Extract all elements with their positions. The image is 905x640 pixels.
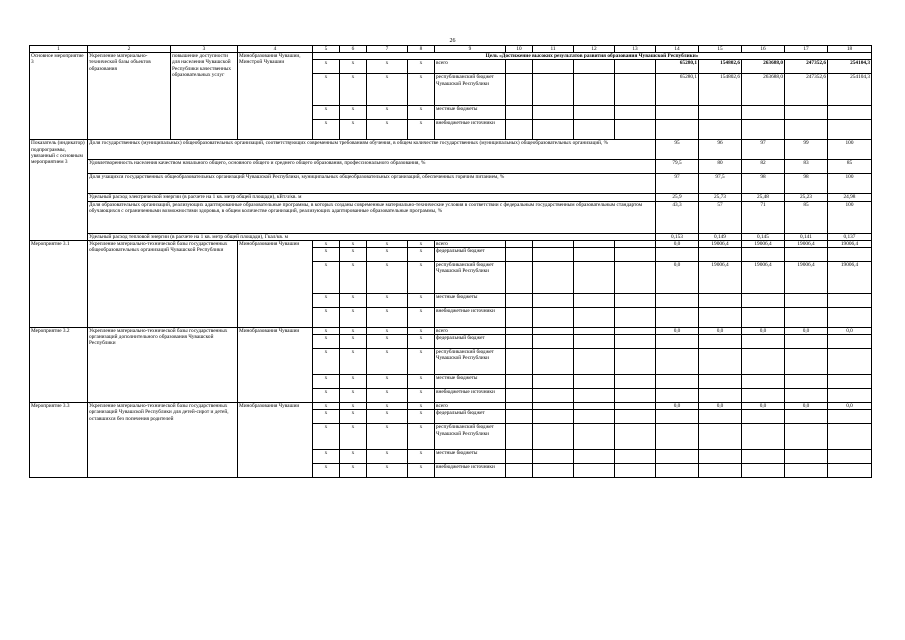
indicator-value: 97 xyxy=(656,174,699,194)
value-cell: 263688,0 xyxy=(742,74,785,106)
code-cell: x xyxy=(408,262,435,294)
source-cell: внебюджетные источники xyxy=(435,464,506,478)
code-cell: x xyxy=(340,120,367,140)
code-cell: x xyxy=(367,240,408,247)
indicator-row xyxy=(30,160,872,174)
measure-name: Укрепление материально-технической базы государственных организаций Чувашской Республики для детей-сирот и детей, оставшихся без попечения родителей xyxy=(88,403,238,478)
value-cell: 65280,1 xyxy=(656,60,699,74)
source-cell: республиканский бюджет Чувашской Республики xyxy=(435,349,506,375)
code-cell: x xyxy=(408,106,435,120)
code-cell: x xyxy=(367,389,408,403)
source-cell: внебюджетные источники xyxy=(435,389,506,403)
code-cell: x xyxy=(313,106,340,120)
indicator-value: 24,98 xyxy=(828,194,872,201)
code-cell: x xyxy=(367,403,408,410)
indicator-value: 96 xyxy=(699,140,742,160)
col-header: 8 xyxy=(408,46,435,53)
measure-name: Укрепление материально-технической базы объектов образования xyxy=(88,53,171,140)
indicator-value: 85 xyxy=(828,160,872,174)
indicator-value: 98 xyxy=(742,174,785,194)
source-cell: местные бюджеты xyxy=(435,375,506,389)
source-cell: местные бюджеты xyxy=(435,106,506,120)
value-cell: 19006,4 xyxy=(785,262,828,294)
row-label: Мероприятие 3.3 xyxy=(30,403,88,478)
table-row xyxy=(30,240,872,247)
indicator-value: 99 xyxy=(785,140,828,160)
source-cell: республиканский бюджет Чувашской Республики xyxy=(435,262,506,294)
code-cell: x xyxy=(313,349,340,375)
source-cell: республиканский бюджет Чувашской Республики xyxy=(435,424,506,450)
col-header: 2 xyxy=(88,46,171,53)
indicator-text: Удовлетворенность населения качеством начального общего, основного общего и среднего общего образования, профессионального образования, % xyxy=(88,160,656,174)
indicator-value: 0,137 xyxy=(828,233,872,240)
code-cell: x xyxy=(313,410,340,424)
code-cell: x xyxy=(313,240,340,247)
value-cell: 0,0 xyxy=(828,403,872,410)
col-header: 12 xyxy=(574,46,615,53)
value-cell: 254104,3 xyxy=(828,74,872,106)
col-header: 7 xyxy=(367,46,408,53)
indicator-value: 100 xyxy=(828,201,872,233)
code-cell: x xyxy=(313,308,340,328)
indicator-value: 25,23 xyxy=(785,194,828,201)
source-cell: всего xyxy=(435,403,506,410)
value-cell: 254104,3 xyxy=(828,60,872,74)
indicator-value: 43,3 xyxy=(656,201,699,233)
code-cell: x xyxy=(367,308,408,328)
col-header: 4 xyxy=(238,46,313,53)
source-cell: федеральный бюджет xyxy=(435,410,506,424)
value-cell: 247352,6 xyxy=(785,74,828,106)
col-header: 3 xyxy=(171,46,238,53)
indicator-value: 97 xyxy=(742,140,785,160)
col-header: 15 xyxy=(699,46,742,53)
source-cell: внебюджетные источники xyxy=(435,120,506,140)
indicator-label: Показатель (индикатор) подпрограммы, увязанный с основным мероприятием 3 xyxy=(30,140,88,240)
code-cell: x xyxy=(340,424,367,450)
indicator-value: 57 xyxy=(699,201,742,233)
code-cell: x xyxy=(367,450,408,464)
code-cell: x xyxy=(340,349,367,375)
row-label: Мероприятие 3.2 xyxy=(30,328,88,403)
source-cell: местные бюджеты xyxy=(435,450,506,464)
table-row xyxy=(30,328,872,335)
indicator-value: 83 xyxy=(785,160,828,174)
indicator-text: Удельный расход электрической энергии (в расчете на 1 кв. метр общей площади), кВт.ч/кв. м xyxy=(88,194,656,201)
indicator-row xyxy=(30,194,872,201)
col-header: 10 xyxy=(506,46,533,53)
col-header: 17 xyxy=(785,46,828,53)
code-cell: x xyxy=(367,60,408,74)
indicator-row xyxy=(30,174,872,194)
code-cell: x xyxy=(408,450,435,464)
source-cell: всего xyxy=(435,240,506,247)
value-cell: 19006,4 xyxy=(742,240,785,247)
code-cell: x xyxy=(408,308,435,328)
code-cell: x xyxy=(313,335,340,349)
source-cell: федеральный бюджет xyxy=(435,248,506,262)
source-cell: республиканский бюджет Чувашской Республики xyxy=(435,74,506,106)
code-cell: x xyxy=(340,248,367,262)
code-cell: x xyxy=(367,424,408,450)
indicator-value: 25,48 xyxy=(742,194,785,201)
indicator-value: 79,5 xyxy=(656,160,699,174)
indicator-value: 100 xyxy=(828,174,872,194)
value-cell: 247352,6 xyxy=(785,60,828,74)
indicator-row xyxy=(30,140,872,160)
column-number-row xyxy=(30,46,872,53)
value-cell: 0,0 xyxy=(699,403,742,410)
code-cell: x xyxy=(313,120,340,140)
value-cell: 263688,0 xyxy=(742,60,785,74)
code-cell: x xyxy=(408,464,435,478)
code-cell: x xyxy=(313,389,340,403)
goal-title: Цель «Достижение высоких результатов развития образования Чувашской Республики» xyxy=(313,53,872,60)
code-cell: x xyxy=(367,328,408,335)
executor: Минобразования Чувашии xyxy=(238,328,313,403)
code-cell: x xyxy=(340,262,367,294)
col-header: 11 xyxy=(533,46,574,53)
code-cell: x xyxy=(313,450,340,464)
code-cell: x xyxy=(313,262,340,294)
row-label: Мероприятие 3.1 xyxy=(30,240,88,327)
code-cell: x xyxy=(408,120,435,140)
value-cell: 0,0 xyxy=(656,240,699,247)
source-cell: всего xyxy=(435,328,506,335)
code-cell: x xyxy=(367,106,408,120)
code-cell: x xyxy=(340,106,367,120)
indicator-text: Доля учащихся государственных общеобразовательных организаций Чувашской Республики, муниципальных общеобразовательных организаций, обеспеченных горячим питанием, % xyxy=(88,174,656,194)
indicator-value: 0,149 xyxy=(699,233,742,240)
code-cell: x xyxy=(408,335,435,349)
value-cell: 19006,4 xyxy=(742,262,785,294)
code-cell: x xyxy=(313,60,340,74)
code-cell: x xyxy=(340,389,367,403)
source-cell: местные бюджеты xyxy=(435,294,506,308)
indicator-value: 25,9 xyxy=(656,194,699,201)
indicator-value: 97,5 xyxy=(699,174,742,194)
code-cell: x xyxy=(367,375,408,389)
row-label: Основное мероприятие 3 xyxy=(30,53,88,140)
source-cell: всего xyxy=(435,60,506,74)
value-cell: 19006,4 xyxy=(828,262,872,294)
table-row xyxy=(30,403,872,410)
code-cell: x xyxy=(340,464,367,478)
code-cell: x xyxy=(367,262,408,294)
indicator-value: 25,73 xyxy=(699,194,742,201)
indicator-value: 85 xyxy=(785,201,828,233)
code-cell: x xyxy=(340,410,367,424)
col-header: 13 xyxy=(615,46,656,53)
code-cell: x xyxy=(340,308,367,328)
code-cell: x xyxy=(340,375,367,389)
indicator-value: 0,141 xyxy=(785,233,828,240)
col-header: 14 xyxy=(656,46,699,53)
value-cell: 154802,6 xyxy=(699,60,742,74)
code-cell: x xyxy=(340,60,367,74)
col-header: 1 xyxy=(30,46,88,53)
code-cell: x xyxy=(340,335,367,349)
code-cell: x xyxy=(367,294,408,308)
code-cell: x xyxy=(313,424,340,450)
indicator-value: 80 xyxy=(699,160,742,174)
indicator-row xyxy=(30,201,872,233)
code-cell: x xyxy=(313,248,340,262)
code-cell: x xyxy=(340,294,367,308)
code-cell: x xyxy=(367,120,408,140)
code-cell: x xyxy=(367,464,408,478)
code-cell: x xyxy=(340,450,367,464)
indicator-text: Удельный расход тепловой энергии (в расчете на 1 кв. метр общей площади), Гкал/кв. м xyxy=(88,233,656,240)
indicator-value: 98 xyxy=(785,174,828,194)
indicator-value: 100 xyxy=(828,140,872,160)
table-row xyxy=(30,53,872,60)
code-cell: x xyxy=(313,294,340,308)
page-number: 26 xyxy=(449,38,456,44)
measure-name: Укрепление материально-технической базы государственных организаций дополнительного образования Чувашской Республики xyxy=(88,328,238,403)
value-cell: 0,0 xyxy=(656,403,699,410)
code-cell: x xyxy=(313,328,340,335)
measure-name: Укрепление материально-технической базы государственных общеобразовательных организаций Чувашской Республики xyxy=(88,240,238,327)
col-header: 6 xyxy=(340,46,367,53)
indicator-value: 0,153 xyxy=(656,233,699,240)
value-cell: 65280,1 xyxy=(656,74,699,106)
value-cell: 19006,4 xyxy=(699,262,742,294)
code-cell: x xyxy=(367,74,408,106)
code-cell: x xyxy=(408,294,435,308)
indicator-text: Доля государственных (муниципальных) общеобразовательных организаций, соответствующих современным требованиям обучения, в общем количестве государственных (муниципальных) общеобразовательных организаций, % xyxy=(88,140,656,160)
executor: Минобразования Чувашии xyxy=(238,240,313,327)
code-cell: x xyxy=(408,389,435,403)
code-cell: x xyxy=(313,375,340,389)
value-cell: 0,0 xyxy=(656,262,699,294)
code-cell: x xyxy=(313,403,340,410)
code-cell: x xyxy=(340,403,367,410)
col-header: 5 xyxy=(313,46,340,53)
indicator-value: 0,145 xyxy=(742,233,785,240)
value-cell: 0,0 xyxy=(656,328,699,335)
goal-link: повышение доступности для населения Чувашской Республики качественных образовательных услуг xyxy=(171,53,238,140)
code-cell: x xyxy=(367,410,408,424)
col-header: 9 xyxy=(435,46,506,53)
code-cell: x xyxy=(313,74,340,106)
value-cell: 0,0 xyxy=(699,328,742,335)
code-cell: x xyxy=(408,74,435,106)
value-cell: 0,0 xyxy=(742,328,785,335)
code-cell: x xyxy=(340,74,367,106)
code-cell: x xyxy=(367,349,408,375)
indicator-value: 95 xyxy=(656,140,699,160)
value-cell: 19006,4 xyxy=(785,240,828,247)
indicator-row xyxy=(30,233,872,240)
value-cell: 0,0 xyxy=(742,403,785,410)
code-cell: x xyxy=(408,60,435,74)
indicator-value: 71 xyxy=(742,201,785,233)
program-table xyxy=(29,45,872,478)
source-cell: внебюджетные источники xyxy=(435,308,506,328)
code-cell: x xyxy=(408,424,435,450)
executor: Минобразования Чувашии xyxy=(238,403,313,478)
col-header: 18 xyxy=(828,46,872,53)
indicator-text: Доля образовательных организаций, реализующих адаптированные образовательные программы, в которых созданы современные материально-технические условия в соответствии с федеральным государственным образовательным стандартом обучающихся с ограниченными возможностями здоровья, в общем количестве организаций, реализующих адаптированные образовательные программы, % xyxy=(88,201,656,233)
col-header: 16 xyxy=(742,46,785,53)
indicator-value: 82 xyxy=(742,160,785,174)
code-cell: x xyxy=(340,240,367,247)
code-cell: x xyxy=(408,328,435,335)
value-cell: 19006,4 xyxy=(699,240,742,247)
code-cell: x xyxy=(367,248,408,262)
source-cell: федеральный бюджет xyxy=(435,335,506,349)
code-cell: x xyxy=(340,328,367,335)
code-cell: x xyxy=(408,248,435,262)
code-cell: x xyxy=(408,410,435,424)
value-cell: 0,0 xyxy=(785,328,828,335)
code-cell: x xyxy=(367,335,408,349)
code-cell: x xyxy=(408,240,435,247)
value-cell: 0,0 xyxy=(828,328,872,335)
executor: Минобразования Чувашии, Минстрой Чувашии xyxy=(238,53,313,140)
code-cell: x xyxy=(408,375,435,389)
value-cell: 19006,4 xyxy=(828,240,872,247)
value-cell: 0,0 xyxy=(785,403,828,410)
code-cell: x xyxy=(408,403,435,410)
code-cell: x xyxy=(313,464,340,478)
code-cell: x xyxy=(408,349,435,375)
value-cell: 154802,6 xyxy=(699,74,742,106)
